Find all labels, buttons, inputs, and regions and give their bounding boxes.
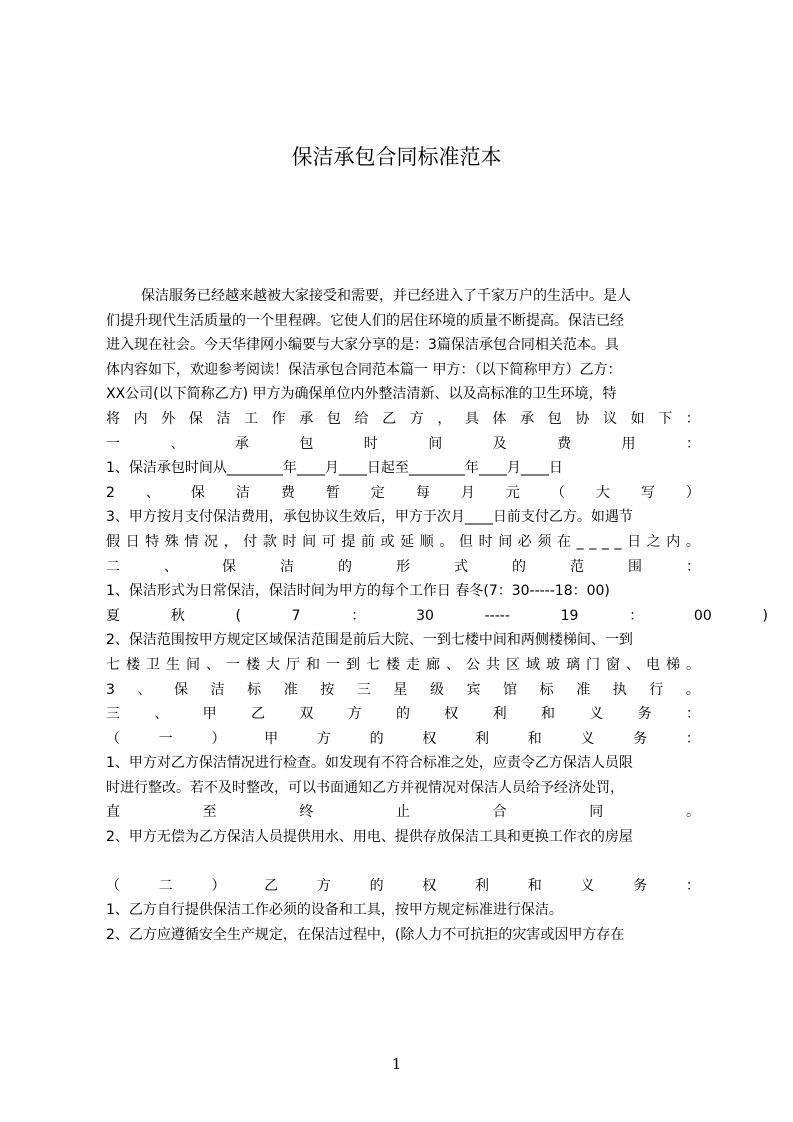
text-glyph: ： [685,706,700,723]
text-glyph: ） [211,877,226,894]
text-glyph: 三 [106,706,120,723]
text-glyph: 费 [280,484,295,501]
text-glyph: 协 [575,410,590,427]
text-glyph: 之 [646,533,661,550]
text-glyph: 式 [454,558,468,575]
text-line: 1、保洁承包时间从________年____月____日起至________年____月____日 [106,460,563,477]
text-glyph: 、 [446,656,460,673]
text-glyph: 工 [244,410,259,427]
subsection-heading [106,874,700,899]
text-glyph: 利 [492,706,507,723]
text-line-justified [106,407,700,432]
text-glyph: 7 [291,607,301,624]
text-glyph: 标 [247,681,262,698]
text-glyph: ） [685,484,700,501]
text-glyph: 承 [234,435,249,452]
text-glyph: 乙 [382,410,397,427]
text-glyph: 日 [125,533,140,550]
text-glyph: 终 [299,804,314,821]
text-glyph: 双 [299,706,314,723]
text-glyph: 方 [316,877,331,894]
text-line-justified [106,604,768,629]
text-glyph: 写 [640,484,655,501]
text-glyph: 保 [222,558,236,575]
text-glyph: 前 [360,533,375,550]
text-glyph: 19 [560,607,579,624]
text-glyph: 厅 [286,656,300,673]
text-glyph: ： [685,410,700,427]
text-glyph: 一 [106,435,120,452]
text-line: 们提升现代生活质量的一个里程碑。它使人们的居住环境的质量不断提高。保洁已经 [106,312,624,329]
text-glyph: 同 [589,804,604,821]
text-glyph: 门 [586,656,600,673]
text-glyph: 须 [537,533,552,550]
text-glyph: 的 [512,558,526,575]
text-line-justified [106,653,700,678]
text-glyph: 合 [492,804,507,821]
text-glyph: ： [685,435,700,452]
text-glyph: 电 [646,656,660,673]
text-glyph: 况 [204,533,219,550]
text-glyph: 时 [282,533,297,550]
text-glyph: _ [601,533,609,550]
text-glyph: 承 [299,410,314,427]
text-glyph: 、 [137,681,152,698]
text-glyph: 走 [406,656,420,673]
text-glyph: 洁 [216,410,231,427]
text-glyph: 和 [306,656,320,673]
text-glyph: 璃 [566,656,580,673]
text-glyph: 方 [316,730,331,747]
text-glyph: 洁 [280,558,294,575]
text-glyph: 间 [302,533,317,550]
text-glyph: 、 [164,558,178,575]
text-glyph: 楼 [126,656,140,673]
text-glyph: （ [106,730,120,747]
text-glyph: 顺 [419,533,434,550]
text-glyph: 务 [633,730,648,747]
text-line-justified [106,678,700,703]
text-glyph: 一 [226,656,240,673]
text-glyph: 但 [458,533,473,550]
text-glyph: 夏 [106,607,120,624]
subsection-heading [106,727,700,752]
text-glyph: 义 [589,706,604,723]
text-glyph: 30 [416,607,434,624]
text-line: 1、乙方自行提供保洁工作必须的设备和工具，按甲方规定标准进行保洁。 [106,902,563,919]
page-number: 1 [391,1055,402,1073]
text-glyph: 间 [428,435,443,452]
text-glyph: 到 [346,656,360,673]
text-line: 进入现在社会。今天华律网小编要与大家分享的是：3篇保洁承包合同相关范本。具 [106,337,619,354]
text-line: 3、甲方按月支付保洁费用，承包协议生效后，甲方于次月____日前支付乙方。如遇节 [106,509,633,526]
text-glyph: 域 [526,656,540,673]
text-glyph: 和 [527,877,542,894]
text-glyph: 的 [338,558,352,575]
text-glyph: 的 [395,706,410,723]
text-glyph: 一 [158,730,173,747]
text-line-justified [106,481,700,506]
document-body [106,284,768,947]
text-glyph: 。 [439,533,454,550]
text-glyph: 时 [363,435,378,452]
text-glyph: 可 [321,533,336,550]
text-line: 时进行整改。若不及时整改，可以书面通知乙方并视情况对保洁人员给予经济处罚， [106,779,624,796]
text-glyph: 下 [658,410,673,427]
text-glyph: ， [223,533,238,550]
text-glyph: 共 [486,656,500,673]
text-glyph: 权 [422,730,437,747]
text-line-justified [106,530,700,555]
text-line: 2、保洁范围按甲方规定区域保洁范围是前后大院、一到七楼中间和两侧楼梯间、一到 [106,632,633,649]
text-line: 2、乙方应遵循安全生产规定，在保洁过程中，(除人力不可抗拒的灾害或因甲方存在 [106,926,625,943]
text-glyph: 、 [206,656,220,673]
text-glyph: 范 [570,558,584,575]
text-glyph: 权 [444,706,459,723]
text-glyph: 特 [145,533,160,550]
text-glyph: 行 [649,681,664,698]
text-glyph: 三 [356,681,371,698]
text-glyph: 宾 [466,681,481,698]
text-glyph: 止 [395,804,410,821]
text-glyph: ： [685,730,700,747]
text-glyph: _ [589,533,597,550]
text-glyph: （ [550,484,565,501]
text-glyph: 、 [626,656,640,673]
text-glyph: 、 [154,706,169,723]
text-glyph: 、 [170,435,185,452]
text-glyph: 3 [106,681,115,698]
text-glyph: 暂 [325,484,340,501]
text-glyph: 日 [627,533,642,550]
text-glyph: 定 [370,484,385,501]
text-glyph: 。 [686,656,700,673]
text-glyph: 元 [505,484,520,501]
text-glyph: 公 [466,656,480,673]
text-line-justified [106,800,700,825]
text-line: 保洁服务已经越来越被大家接受和需要，并已经进入了千家万户的生活中。是人 [141,288,631,304]
text-glyph: 直 [106,804,120,821]
text-glyph: 00 [693,607,712,624]
text-glyph: ----- [484,607,510,624]
text-glyph: 执 [612,681,627,698]
text-glyph: 区 [506,656,520,673]
text-glyph: ( [235,607,241,624]
text-glyph: 间 [498,533,513,550]
text-glyph: 的 [369,877,384,894]
section-heading [106,555,700,580]
text-glyph: 生 [166,656,180,673]
text-glyph: 星 [393,681,408,698]
text-glyph: 准 [283,681,298,698]
text-glyph: 利 [475,877,490,894]
section-heading [106,702,700,727]
text-glyph: 提 [341,533,356,550]
text-glyph: 玻 [546,656,560,673]
text-glyph: 二 [158,877,173,894]
text-glyph: 义 [580,730,595,747]
text-glyph: 一 [326,656,340,673]
text-glyph: 梯 [666,656,680,673]
text-glyph: 七 [106,656,120,673]
text-glyph: 秋 [170,607,185,624]
text-glyph: 内 [666,533,681,550]
text-glyph: 务 [633,877,648,894]
text-glyph: 大 [266,656,280,673]
text-line: XX公司(以下简称乙方) 甲方为确保单位内外整洁清新、以及高标准的卫生环境，特 [106,386,617,403]
text-glyph: 至 [202,804,217,821]
text-glyph: 级 [429,681,444,698]
text-glyph: 楼 [246,656,260,673]
text-glyph: 二 [106,558,120,575]
text-glyph: 。 [685,681,700,698]
text-glyph: 洁 [210,681,225,698]
text-glyph: 准 [576,681,591,698]
text-glyph: 费 [557,435,572,452]
text-glyph: 作 [271,410,286,427]
text-glyph: 乙 [264,877,279,894]
text-glyph: 义 [580,877,595,894]
text-glyph: 内 [133,410,148,427]
text-glyph: 外 [161,410,176,427]
document-title: 保洁承包合同标准范本 [291,145,502,169]
text-glyph: 包 [299,435,314,452]
text-glyph: 馆 [503,681,518,698]
text-glyph: ) [762,607,768,624]
text-glyph: 。 [685,804,700,821]
text-glyph: 标 [539,681,554,698]
text-glyph: 保 [190,484,205,501]
text-glyph: 将 [106,410,120,427]
text-glyph: _ [614,533,622,550]
text-line: 体内容如下，欢迎参考阅读！保洁承包合同范本篇一 甲方：（以下简称甲方）乙方： [106,361,622,378]
section-heading [106,432,700,457]
text-glyph: _ [576,533,584,550]
text-glyph: 甲 [264,730,279,747]
text-glyph: 2 [106,484,115,501]
text-glyph: 形 [396,558,410,575]
text-glyph: 在 [557,533,572,550]
text-glyph: 款 [262,533,277,550]
text-glyph: 方 [347,706,362,723]
text-glyph: 窗 [606,656,620,673]
text-glyph: 议 [602,410,617,427]
text-glyph: 承 [520,410,535,427]
text-glyph: ： [351,607,366,624]
text-glyph: 楼 [386,656,400,673]
text-glyph: （ [106,877,120,894]
text-glyph: 。 [685,533,700,550]
text-glyph: 时 [478,533,493,550]
text-glyph: 给 [354,410,369,427]
text-line: 1、甲方对乙方保洁情况进行检查。如发现有不符合标准之处，应责令乙方保洁人员限 [106,755,633,772]
text-glyph: 和 [540,706,555,723]
text-glyph: ： [629,607,644,624]
text-glyph: 假 [106,533,120,550]
text-glyph: 乙 [250,706,265,723]
text-glyph: 包 [547,410,562,427]
text-glyph: 廊 [426,656,440,673]
text-glyph: 大 [595,484,610,501]
text-glyph: 、 [145,484,160,501]
text-glyph: 卫 [146,656,160,673]
text-glyph: 殊 [164,533,179,550]
text-glyph: 月 [460,484,475,501]
text-glyph: 如 [630,410,645,427]
text-line: 2、甲方无偿为乙方保洁人员提供用水、用电、提供存放保洁工具和更换工作衣的房屋 [106,829,633,846]
text-glyph: 七 [366,656,380,673]
text-glyph: 利 [475,730,490,747]
text-glyph: 和 [527,730,542,747]
text-glyph: ） [211,730,226,747]
text-glyph: 洁 [235,484,250,501]
text-glyph: 情 [184,533,199,550]
text-glyph: 间 [186,656,200,673]
text-glyph: 权 [422,877,437,894]
text-glyph: 具 [464,410,479,427]
text-glyph: 体 [492,410,507,427]
text-glyph: ， [437,410,452,427]
text-glyph: 必 [517,533,532,550]
text-glyph: 延 [400,533,415,550]
text-glyph: 及 [492,435,507,452]
text-glyph: ： [685,877,700,894]
text-glyph: 每 [415,484,430,501]
text-glyph: 包 [326,410,341,427]
text-glyph: 用 [621,435,636,452]
text-glyph: 方 [409,410,424,427]
text-glyph: 务 [637,706,652,723]
text-glyph: 围 [628,558,642,575]
text-glyph: 付 [243,533,258,550]
text-glyph: 或 [380,533,395,550]
text-glyph: ： [686,558,700,575]
text-glyph: 的 [369,730,384,747]
text-glyph: 保 [188,410,203,427]
text-glyph: 按 [320,681,335,698]
text-line: 1、保洁形式为日常保洁，保洁时间为甲方的每个工作日 春冬(7：30-----18：00) [106,583,610,600]
text-glyph: 甲 [202,706,217,723]
text-glyph: 保 [174,681,189,698]
